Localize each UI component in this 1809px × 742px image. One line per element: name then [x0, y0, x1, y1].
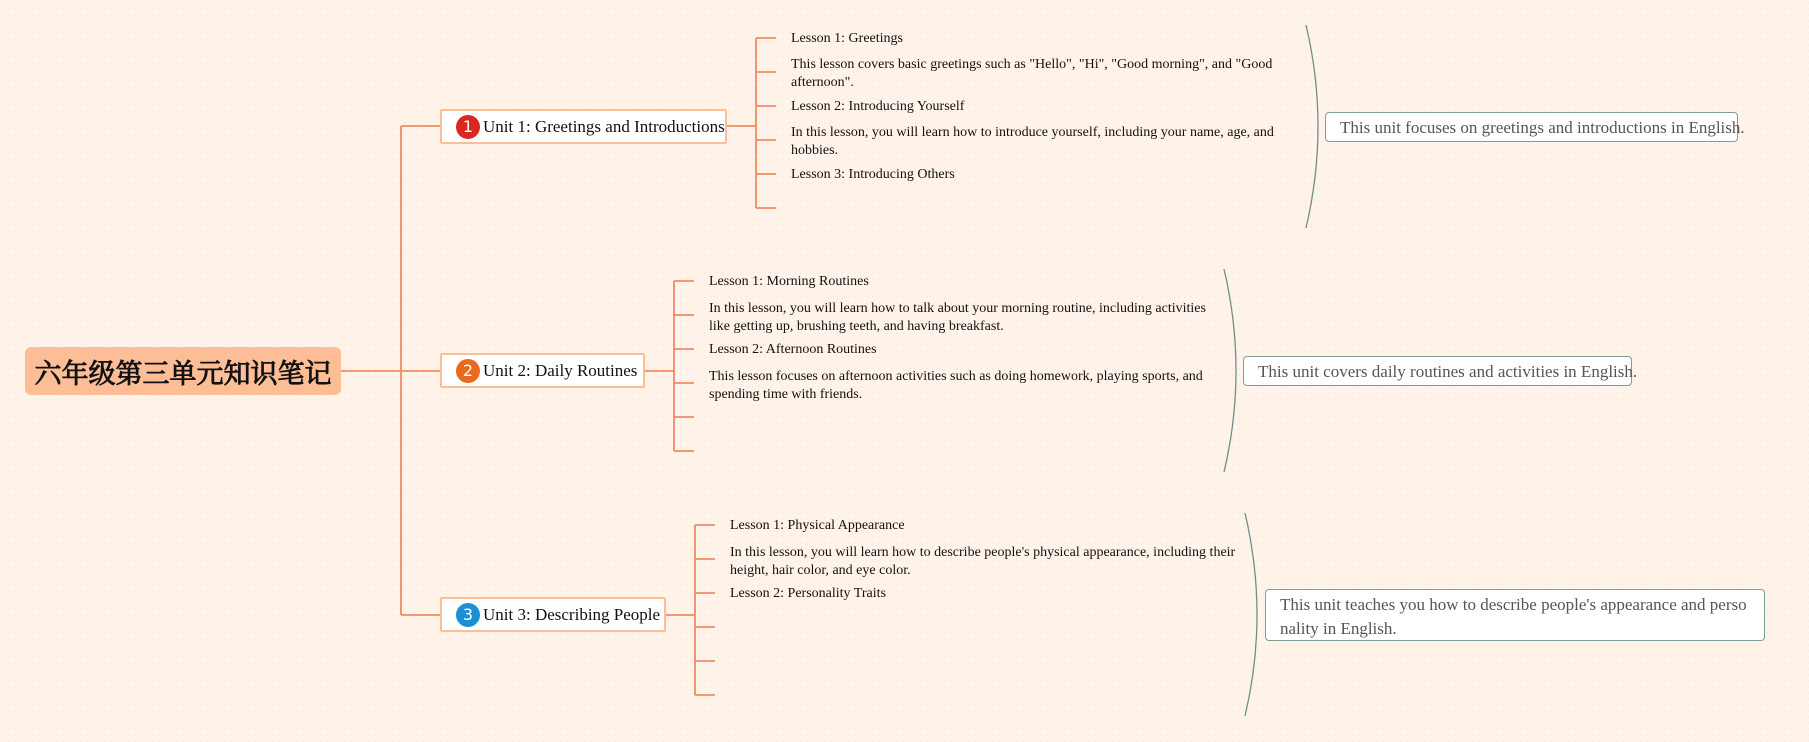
number-2-icon: 2 — [456, 359, 480, 383]
unit-1-lesson-2-description[interactable]: In this lesson, you will learn how to introduce yourself, including your name, age, and hobbies. — [791, 125, 1274, 158]
unit-2-lesson-2[interactable]: Lesson 2: Afternoon Routines — [709, 342, 877, 357]
unit-2-topic[interactable] — [440, 353, 645, 388]
unit-3-lesson-1-description[interactable]: In this lesson, you will learn how to describe people's physical appearance, including their height, hair color, and eye color. — [730, 545, 1236, 578]
unit-1-summary[interactable]: This unit focuses on greetings and introductions in English. — [1325, 112, 1738, 142]
unit-2-lesson-1[interactable]: Lesson 1: Morning Routines — [709, 274, 869, 289]
unit-3-lesson-2[interactable]: Lesson 2: Personality Traits — [730, 586, 886, 601]
unit-1-lesson-1-description[interactable]: This lesson covers basic greetings such as "Hello", "Hi", "Good morning", and "Good afternoon". — [791, 57, 1273, 90]
unit-1-title: Unit 1: Greetings and Introductions — [483, 116, 725, 136]
unit-2-title: Unit 2: Daily Routines — [483, 360, 638, 380]
unit-2-lesson-1-description[interactable]: In this lesson, you will learn how to talk about your morning routine, including activities like getting up, brushing teeth, and having breakfast. — [709, 301, 1206, 334]
root-topic[interactable]: 六年级第三单元知识笔记 — [25, 347, 341, 395]
number-3-icon: 3 — [456, 603, 480, 627]
unit-1-lesson-3[interactable]: Lesson 3: Introducing Others — [791, 167, 955, 182]
number-1-icon: 1 — [456, 115, 480, 139]
unit-3-summary[interactable]: This unit teaches you how to describe people's appearance and personality in English. — [1265, 589, 1765, 641]
unit-2-summary[interactable]: This unit covers daily routines and activities in English. — [1243, 356, 1632, 386]
unit-3-title: Unit 3: Describing People — [483, 604, 661, 624]
unit-2-lesson-2-description[interactable]: This lesson focuses on afternoon activities such as doing homework, playing sports, and spending time with friends. — [709, 369, 1203, 402]
unit-1-lesson-1[interactable]: Lesson 1: Greetings — [791, 31, 903, 46]
unit-3-lesson-1[interactable]: Lesson 1: Physical Appearance — [730, 518, 905, 533]
unit-1-lesson-2[interactable]: Lesson 2: Introducing Yourself — [791, 99, 965, 114]
unit-3-topic[interactable] — [440, 597, 666, 632]
unit-1-topic[interactable] — [440, 109, 727, 144]
